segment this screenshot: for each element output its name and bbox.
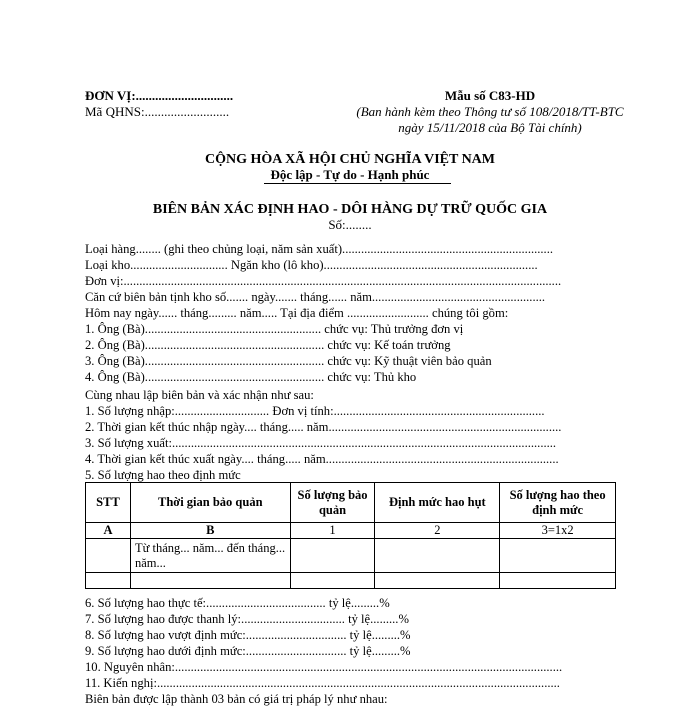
issuance-note-line1: (Ban hành kèm theo Thông tư số 108/2018/TT-BTC: [356, 104, 624, 119]
code-b: B: [130, 523, 290, 539]
table-cell: [375, 573, 500, 589]
line-so-luong-nhap: 1. Số lượng nhập:.............................. Đơn vị tính:...................................................................: [85, 404, 545, 418]
table-code-row: [86, 523, 616, 539]
line-member-1: 1. Ông (Bà)........................................................ chức vụ: Thủ trưởng đơn vị: [85, 322, 464, 336]
line-member-4: 4. Ông (Bà)......................................................... chức vụ: Thủ kho: [85, 370, 417, 384]
line-don-vi: Đơn vị:...........................................................................................................................................: [85, 274, 562, 288]
code-a: A: [86, 523, 131, 539]
line-loai-hang: Loại hàng........ (ghi theo chủng loại, năm sản xuất)...................................................................: [85, 242, 554, 256]
table-cell: [86, 539, 131, 573]
line-cung-nhau: Cùng nhau lập biên bản và xác nhận như sau:: [85, 388, 314, 402]
table-row: [86, 573, 616, 589]
line-so-luong-xuat: 3. Số lượng xuất:..........................................................................................................................: [85, 436, 557, 450]
header-so-luong-hao: Số lượng hao theo định mức: [500, 483, 616, 523]
form-code: Mẫu số C83-HD: [444, 88, 536, 103]
loss-norm-table: [85, 482, 616, 589]
line-thoi-gian-nhap: 2. Thời gian kết thúc nhập ngày.... tháng..... năm..........................................................................: [85, 420, 562, 434]
line-bien-ban: Biên bản được lập thành 03 bản có giá trị pháp lý như nhau:: [85, 692, 388, 706]
line-hao-vuot: 8. Số lượng hao vượt định mức:................................ tỷ lệ.........%: [85, 628, 411, 642]
code-2: 2: [375, 523, 500, 539]
line-hao-duoi: 9. Số lượng hao dưới định mức:................................ tỷ lệ.........%: [85, 644, 411, 658]
line-member-2: 2. Ông (Bà)......................................................... chức vụ: Kế toán trưởng: [85, 338, 451, 352]
document-title: BIÊN BẢN XÁC ĐỊNH HAO - DÔI HÀNG DỰ TRỮ QUỐC GIA: [152, 202, 548, 217]
don-vi-field: ĐƠN VỊ:..............................: [85, 88, 234, 103]
line-hao-thuc-te: 6. Số lượng hao thực tế:...................................... tỷ lệ.........%: [85, 596, 390, 610]
motto-underline: [264, 183, 451, 184]
line-so-luong-hao: 5. Số lượng hao theo định mức: [85, 468, 241, 482]
header-stt: STT: [86, 483, 131, 523]
line-nguyen-nhan: 10. Nguyên nhân:...........................................................................................................................: [85, 660, 563, 674]
table-cell: [375, 539, 500, 573]
line-thoi-gian-xuat: 4. Thời gian kết thúc xuất ngày.... tháng..... năm..........................................................................: [85, 452, 559, 466]
line-hom-nay: Hôm nay ngày...... tháng......... năm..... Tại địa điểm .......................... chúng tôi gồm:: [85, 306, 509, 320]
line-loai-kho: Loại kho............................... Ngăn kho (lô kho)....................................................................: [85, 258, 538, 272]
national-title: CỘNG HÒA XÃ HỘI CHỦ NGHĨA VIỆT NAM: [204, 152, 495, 167]
header-so-luong-bao-quan: Số lượng bảo quản: [290, 483, 375, 523]
table-cell-period: Từ tháng... năm... đến tháng... năm...: [130, 539, 290, 573]
table-cell: [500, 573, 616, 589]
table-header-row: [86, 483, 616, 523]
table-row: [86, 539, 616, 573]
national-motto: Độc lập - Tự do - Hạnh phúc: [270, 167, 430, 182]
line-hao-thanh-ly: 7. Số lượng hao được thanh lý:................................. tỷ lệ.........%: [85, 612, 409, 626]
code-3: 3=1x2: [500, 523, 616, 539]
ma-qhns-field: Mã QHNS:..........................: [85, 104, 230, 119]
table-cell: [290, 539, 375, 573]
code-1: 1: [290, 523, 375, 539]
table-cell: [130, 573, 290, 589]
issuance-note-line2: ngày 15/11/2018 của Bộ Tài chính): [398, 120, 582, 135]
line-member-3: 3. Ông (Bà)......................................................... chức vụ: Kỹ thuật viên bảo quản: [85, 354, 492, 368]
table-cell: [86, 573, 131, 589]
line-can-cu: Căn cứ biên bản tịnh kho số....... ngày....... tháng...... năm.......................................................: [85, 290, 546, 304]
table-cell: [500, 539, 616, 573]
header-dinh-muc: Định mức hao hụt: [375, 483, 500, 523]
document-number: Số:........: [328, 217, 372, 232]
line-kien-nghi: 11. Kiến nghị:................................................................................................................................: [85, 676, 560, 690]
header-thoi-gian: Thời gian bảo quản: [130, 483, 290, 523]
table-cell: [290, 573, 375, 589]
